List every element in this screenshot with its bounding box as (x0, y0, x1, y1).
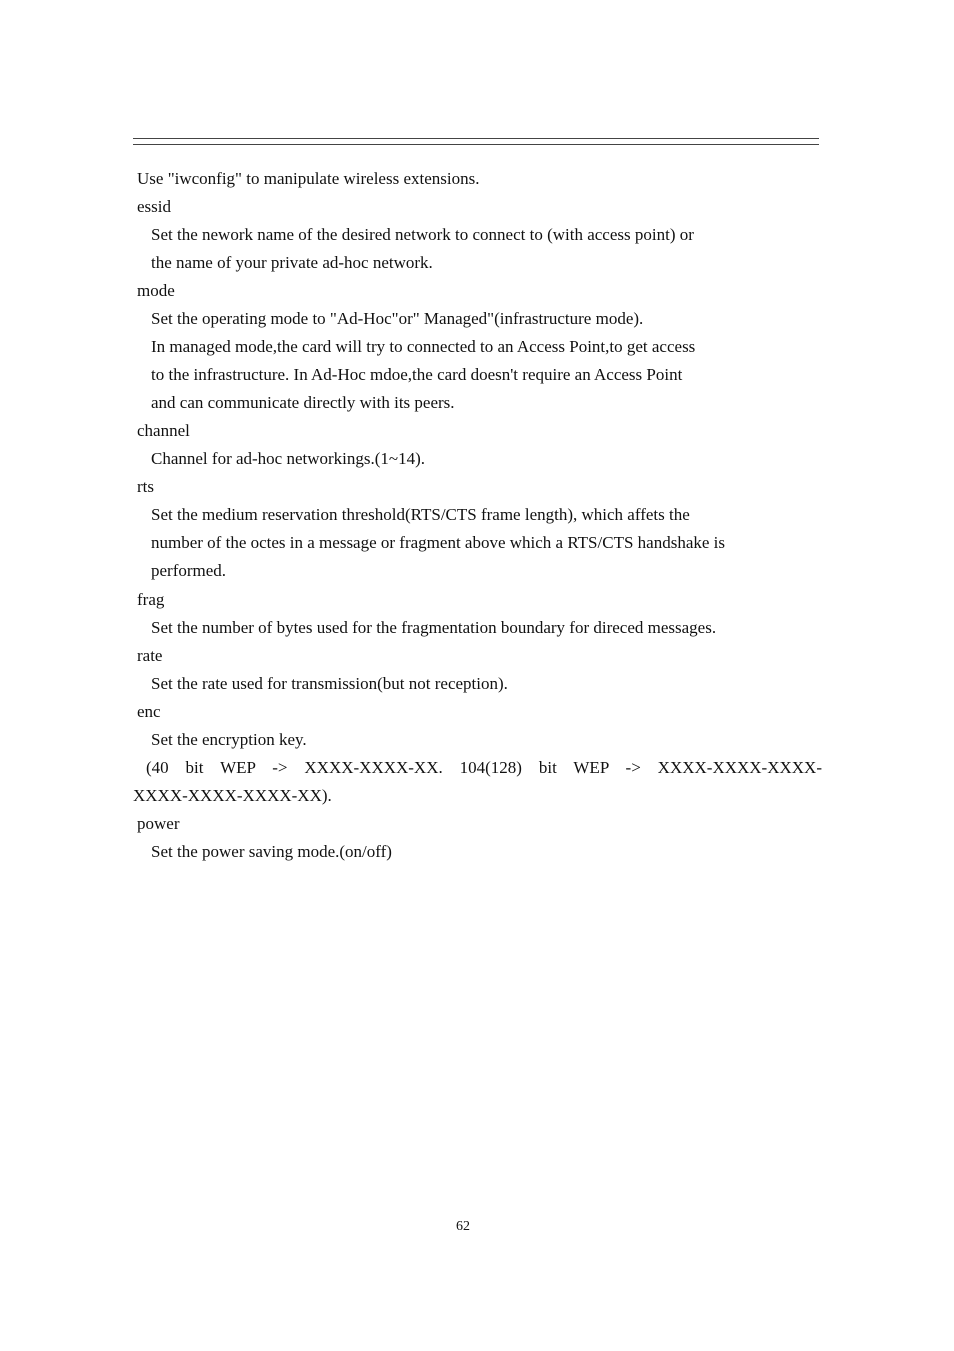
mode-desc-2: In managed mode,the card will try to connected to an Access Point,to get access (151, 337, 696, 356)
option-channel: channel (137, 421, 190, 440)
page-number: 62 (456, 1219, 470, 1234)
option-power: power (137, 814, 180, 833)
intro-line: Use "iwconfig" to manipulate wireless extensions. (137, 169, 480, 188)
essid-desc-2: the name of your private ad-hoc network. (151, 253, 433, 272)
enc-desc-3: XXXX-XXXX-XXXX-XX). (133, 786, 332, 805)
option-frag: frag (137, 590, 165, 609)
rts-desc-1: Set the medium reservation threshold(RTS/CTS frame length), which affets the (151, 505, 690, 524)
frag-desc: Set the number of bytes used for the fragmentation boundary for direced messages. (151, 618, 717, 637)
option-rts: rts (137, 477, 154, 496)
power-desc: Set the power saving mode.(on/off) (151, 842, 392, 861)
enc-desc-1: Set the encryption key. (151, 730, 307, 749)
mode-desc-4: and can communicate directly with its peers. (151, 393, 455, 412)
mode-desc-1: Set the operating mode to "Ad-Hoc"or" Managed"(infrastructure mode). (151, 309, 644, 328)
essid-desc-1: Set the nework name of the desired network to connect to (with access point) or (151, 225, 694, 244)
option-enc: enc (137, 702, 161, 721)
channel-desc: Channel for ad-hoc networkings.(1~14). (151, 449, 426, 468)
mode-desc-3: to the infrastructure. In Ad-Hoc mdoe,the card doesn't require an Access Point (151, 365, 683, 384)
option-essid: essid (137, 197, 171, 216)
rate-desc: Set the rate used for transmission(but not reception). (151, 674, 508, 693)
option-mode: mode (137, 281, 175, 300)
rts-desc-3: performed. (151, 561, 227, 580)
separator-rule (133, 138, 819, 145)
rts-desc-2: number of the octes in a message or fragment above which a RTS/CTS handshake is (151, 533, 725, 552)
option-rate: rate (137, 646, 163, 665)
enc-desc-2: (40 bit WEP -> XXXX-XXXX-XX. 104(128) bit WEP -> XXXX-XXXX-XXXX- (146, 758, 822, 777)
